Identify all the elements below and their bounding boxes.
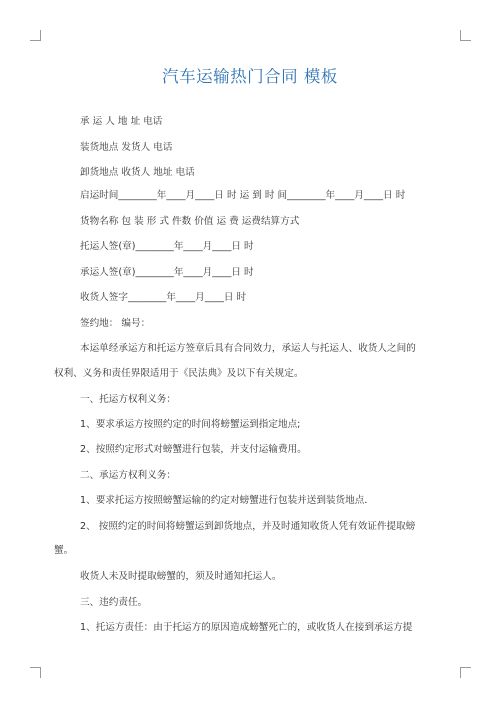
consignor-signature-line: 托运人签(章)________年____月____日 时: [80, 241, 254, 252]
carrier-info-line: 承 运 人 地 址 电话: [80, 116, 163, 127]
carrier-clause-2-line2: 蟹。: [54, 545, 74, 556]
consignor-clause-2: 2、按照约定形式对螃蟹进行包装，并支付运输费用。: [80, 444, 307, 455]
section-heading-liability: 三、违约责任。: [80, 597, 148, 608]
loading-info-line: 装货地点 发货人 电话: [80, 142, 173, 153]
goods-info-line: 货物名称 包 装 形 式 件数 价值 运 费 运费结算方式: [80, 216, 300, 227]
carrier-clause-2-line1: 2、 按照约定的时间将螃蟹运到卸货地点，并及时通知收货人凭有效证件提取螃: [80, 521, 416, 532]
section-heading-consignor: 一、托运方权利义务：: [80, 394, 176, 405]
crop-mark-bottom-left: [30, 667, 41, 678]
liability-clause-1: 1、托运方责任：由于托运方的原因造成螃蟹死亡的，或收货人在接到承运方提: [80, 622, 413, 633]
document-title: 汽车运输热门合同 模板: [162, 67, 338, 86]
crop-mark-bottom-right: [460, 667, 471, 678]
consignee-notice-line: 收货人未及时提取螃蟹的，须及时通知托运人。: [80, 571, 282, 582]
section-heading-carrier: 二、承运方权利义务：: [80, 470, 176, 481]
consignor-clause-1: 1、要求承运方按照约定的时间将螃蟹运到指定地点;: [80, 419, 301, 430]
unloading-info-line: 卸货地点 收货人 地址 电话: [80, 167, 195, 178]
consignee-signature-line: 收货人签字________年____月____日 时: [80, 292, 247, 303]
crop-mark-top-left: [30, 30, 41, 41]
paragraph-intro-line1: 本运单经承运方和托运方签章后具有合同效力，承运人与托运人、收货人之间的: [80, 343, 416, 354]
paragraph-intro-line2: 权利、义务和责任界限适用于《民法典》及以下有关规定。: [54, 368, 304, 379]
departure-time-line: 启运时间________年____月____日 时 运 到 时 间________年____月____日 时: [80, 190, 406, 201]
signing-place-line: 签约地： 编号：: [80, 318, 151, 329]
carrier-signature-line: 承运人签(章)________年____月____日 时: [80, 267, 254, 278]
crop-mark-top-right: [460, 30, 471, 41]
carrier-clause-1: 1、要求托运方按照螃蟹运输的约定对螃蟹进行包装并送到装货地点．: [80, 495, 374, 506]
